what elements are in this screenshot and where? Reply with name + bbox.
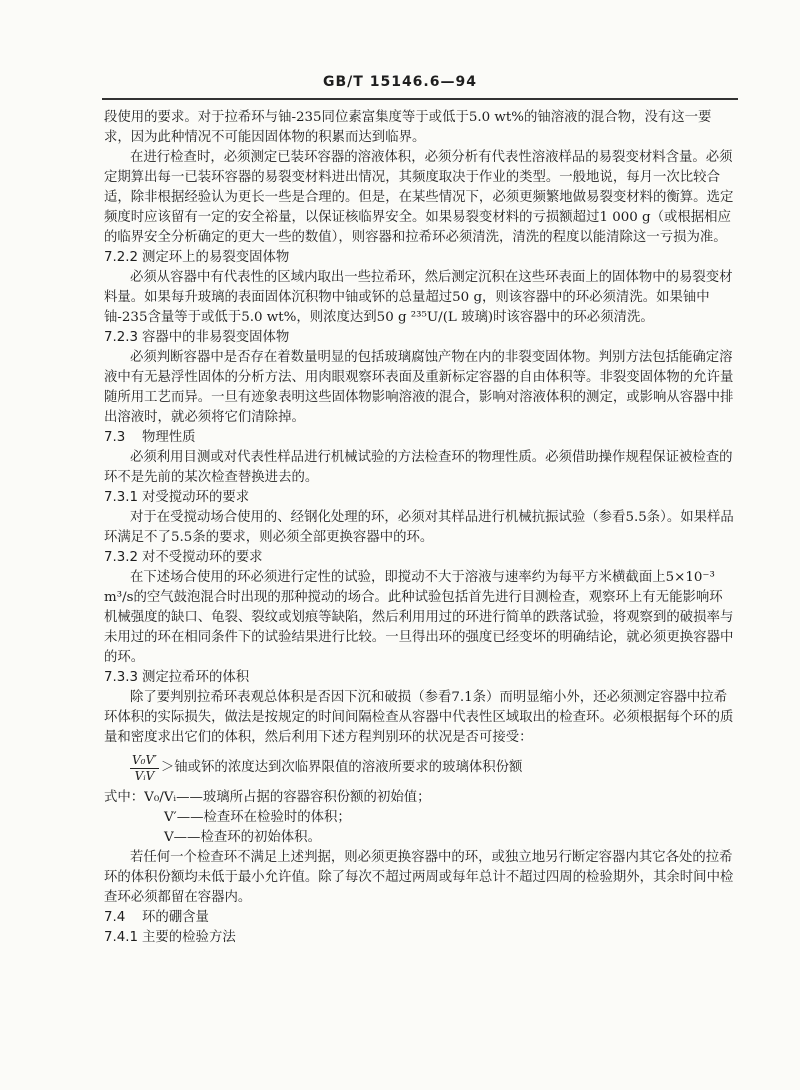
section-title: 物理性质	[142, 430, 196, 445]
where-line: V′——检查环在检验时的体积；	[164, 810, 351, 825]
section-heading-7-4	[104, 908, 734, 928]
where-line: V——检查环的初始体积。	[164, 830, 321, 845]
section-number: 7.4.1	[104, 930, 139, 945]
section-title: 对受搅动环的要求	[142, 490, 250, 505]
paragraph: 必须利用目测或对代表性样品进行机械试验的方法检查环的物理性质。必须借助操作规程保证被检查的环不是先前的某次检查替换进去的。	[104, 450, 733, 485]
section-number: 7.3	[104, 430, 126, 445]
volume-formula	[130, 748, 734, 788]
section-heading-7-3	[104, 428, 734, 448]
section-title: 主要的检验方法	[142, 930, 236, 945]
paragraph: 必须判断容器中是否存在着数量明显的包括玻璃腐蚀产物在内的非裂变固体物。判别方法包括能确定溶液中有无悬浮性固体的分析方法、用肉眼观察环表面及重新标定容器的自由体积等。非裂变固体物的允许量随所用工艺而异。一旦有迹象表明这些固体物影响溶液的混合，影响对溶液体积的测定，或影响从容器中排出溶液时，就必须将它们清除掉。	[104, 350, 734, 425]
section-heading-7-3-3	[104, 668, 734, 688]
formula-text: ＞铀或钚的浓度达到次临界限值的溶液所要求的玻璃体积份额	[160, 760, 523, 775]
paragraph: 在进行检查时，必须测定已装环容器的溶液体积，必须分析有代表性溶液样品的易裂变材料含量。必须定期算出每一已装环容器的易裂变材料进出情况，其频度取决于作业的类型。一般地说，每月一次比较合适，除非根据经验认为更长一些是合理的。但是，在某些情况下，必须更频繁地做易裂变材料的衡算。选定频度时应该留有一定的安全裕量，以保证核临界安全。如果易裂变材料的亏损额超过1 000 g（或根据相应的临界安全分析确定的更大一些的数值），则容器和拉希环必须清洗，清洗的程度以能清除这一亏损为准。	[104, 150, 734, 245]
where-line: 式中：V₀/Vᵢ——玻璃所占据的容器容积份额的初始值；	[104, 790, 431, 805]
section-number: 7.2.3	[104, 330, 139, 345]
section-title: 环的硼含量	[142, 910, 209, 925]
section-number: 7.3.1	[104, 490, 139, 505]
section-title: 测定环上的易裂变固体物	[142, 250, 290, 265]
section-number: 7.2.2	[104, 250, 139, 265]
section-title: 容器中的非易裂变固体物	[142, 330, 290, 345]
section-title: 对不受搅动环的要求	[142, 550, 263, 565]
header-rule	[102, 98, 738, 100]
paragraph: 除了要判别拉希环表观总体积是否因下沉和破损（参看7.1条）而明显缩小外，还必须测定容器中拉希环体积的实际损失，做法是按规定的时间间隔检查从容器中代表性区域取出的检查环。必须根据每个环的质量和密度求出它们的体积，然后利用下述方程判别环的状况是否可接受：	[104, 690, 734, 745]
document-header: GB/T 15146.6—94	[323, 74, 477, 90]
section-title: 测定拉希环的体积	[142, 670, 250, 685]
paragraph: 若任何一个检查环不满足上述判据，则必须更换容器中的环，或独立地另行断定容器内其它各处的拉希环的体积份额均未低于最小允许值。除了每次不超过两周或每年总计不超过四周的检验期外，其余时间中检查环必须都留在容器内。	[104, 850, 734, 905]
section-heading-7-3-2	[104, 548, 734, 568]
paragraph: 在下述场合使用的环必须进行定性的试验，即搅动不大于溶液与速率约为每平方米横截面上5×10⁻³ m³/s的空气鼓泡混合时出现的那种搅动的场合。此种试验包括首先进行目测检查，观察环上有无能影响环机械强度的缺口、龟裂、裂纹或划痕等缺陷，然后利用用过的环进行简单的跌落试验，将观察到的破损率与未用过的环在相同条件下的试验结果进行比较。一旦得出环的强度已经变坏的明确结论，就必须更换容器中的环。	[104, 570, 734, 665]
formula-denominator: VᵢV	[134, 768, 155, 783]
section-heading-7-3-1	[104, 488, 734, 508]
formula-numerator: V₀V′	[132, 752, 157, 767]
section-heading-7-2-2	[104, 248, 734, 268]
section-heading-7-4-1	[104, 928, 734, 948]
paragraph: 必须从容器中有代表性的区域内取出一些拉希环，然后测定沉积在这些环表面上的固体物中的易裂变材料量。如果每升玻璃的表面固体沉积物中铀或钚的总量超过50 g，则该容器中的环必须清洗。如果铀中铀-235含量等于或低于5.0 wt%，则浓度达到50 g ²³⁵U/(L 玻璃)时该容器中的环必须清洗。	[104, 270, 733, 325]
section-number: 7.4	[104, 910, 126, 925]
document-body	[104, 108, 734, 948]
section-number: 7.3.3	[104, 670, 139, 685]
section-heading-7-2-3	[104, 328, 734, 348]
formula-fraction	[130, 753, 159, 784]
paragraph: 对于在受搅动场合使用的、经钢化处理的环，必须对其样品进行机械抗振试验（参看5.5条）。如果样品环满足不了5.5条的要求，则必须全部更换容器中的环。	[104, 510, 734, 545]
section-number: 7.3.2	[104, 550, 139, 565]
paragraph: 段使用的要求。对于拉希环与铀-235同位素富集度等于或低于5.0 wt%的铀溶液的混合物，没有这一要求，因为此种情况不可能因固体物的积累而达到临界。	[104, 110, 712, 145]
